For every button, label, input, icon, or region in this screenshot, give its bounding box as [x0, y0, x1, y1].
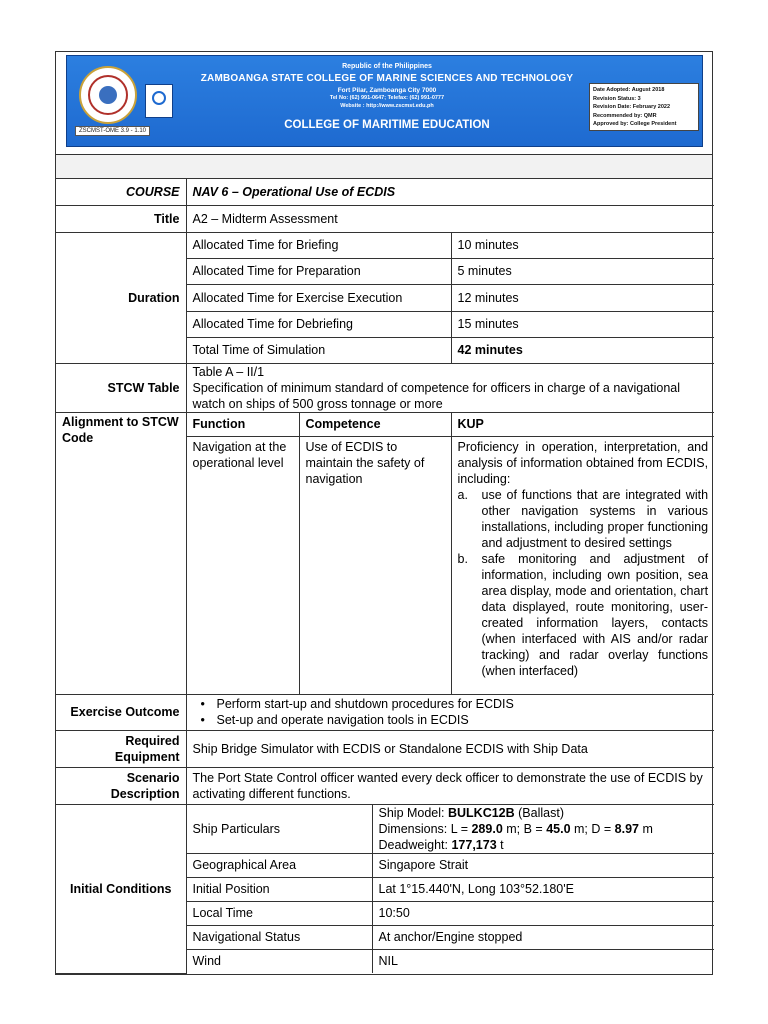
initial-condition-item: Navigational Status — [186, 925, 372, 949]
kup-intro: Proficiency in operation, interpretation, and analysis of information obtained from ECDIS, including: — [457, 439, 709, 486]
initial-condition-item: Initial Position — [186, 877, 372, 901]
doc-info-line: Recommended by: QMR — [593, 112, 657, 119]
course-row — [56, 179, 714, 205]
required-equipment-row — [56, 730, 714, 767]
doc-info-line: Approved by: College President — [593, 121, 677, 128]
college-banner — [66, 55, 703, 147]
stcw-table-label: STCW Table — [56, 363, 186, 412]
dw-prefix: Deadweight: — [378, 837, 452, 852]
duration-total-item: Total Time of Simulation — [186, 337, 451, 363]
kup-list — [458, 487, 709, 679]
course-value: NAV 6 – Operational Use of ECDIS — [186, 179, 714, 205]
title-label: Title — [56, 205, 186, 232]
duration-item: Allocated Time for Briefing — [186, 232, 451, 258]
alignment-label: Alignment to STCW Code — [56, 412, 186, 694]
kup-value — [451, 436, 714, 694]
stcw-table-specification: Specification of minimum standard of competence for officers in charge of a navigational watch on ships of 500 gross tonnage or more — [192, 380, 681, 411]
stcw-table-value — [186, 363, 714, 412]
duration-label: Duration — [56, 232, 186, 363]
college-website: Website : http://www.zscmst.edu.ph — [340, 103, 434, 109]
duration-value: 10 minutes — [451, 232, 714, 258]
initial-condition-item: Local Time — [186, 901, 372, 925]
scenario-row — [56, 767, 714, 804]
ship-model-line — [379, 805, 709, 821]
title-row — [56, 205, 714, 232]
ship-deadweight-line — [379, 837, 709, 853]
kup-item-text: safe monitoring and adjustment of information, including own position, sea area display, mode and orientation, chart data displayed, route monitoring, user-created information layers, contacts (when interfaced with AIS and/or radar tracking) and radar overlay functions (when interfaced) — [481, 551, 709, 678]
kup-list-item — [458, 487, 709, 551]
duration-item: Allocated Time for Preparation — [186, 258, 451, 284]
scenario-value: The Port State Control officer wanted every deck officer to demonstrate the use of ECDIS by activating different functions. — [186, 767, 714, 804]
initial-condition-value: At anchor/Engine stopped — [372, 925, 714, 949]
ship-breadth: 45.0 — [546, 821, 571, 836]
doc-info-line: Date Adopted: August 2018 — [593, 87, 665, 93]
title-value: A2 – Midterm Assessment — [186, 205, 714, 232]
function-header: Function — [186, 412, 299, 436]
duration-value: 5 minutes — [451, 258, 714, 284]
document-control-box — [589, 83, 699, 131]
dim-b-prefix: m; B = — [502, 821, 547, 836]
ship-model: BULKC12B — [447, 805, 515, 820]
exercise-outcome-list — [193, 696, 709, 728]
certification-logo — [145, 84, 173, 118]
competence-value: Use of ECDIS to maintain the safety of navigation — [299, 436, 451, 694]
dw-suffix: t — [496, 837, 504, 852]
scenario-label: Scenario Description — [56, 767, 186, 804]
department-name: COLLEGE OF MARITIME EDUCATION — [284, 119, 490, 131]
college-telephone: Tel No: (62) 991-0647; Telefax: (62) 991-0777 — [329, 95, 445, 101]
assessment-sheet — [55, 51, 713, 975]
duration-value: 15 minutes — [451, 311, 714, 337]
stcw-table-reference: Table A – II/1 — [192, 364, 265, 379]
kup-list-item — [458, 551, 709, 679]
ship-dimensions-line — [379, 821, 709, 837]
initial-condition-item: Wind — [186, 949, 372, 973]
republic-line: Republic of the Philippines — [342, 63, 432, 70]
dim-d-prefix: m; D = — [570, 821, 615, 836]
exercise-outcome-label: Exercise Outcome — [56, 694, 186, 730]
initial-condition-value: Lat 1°15.440'N, Long 103°52.180'E — [372, 877, 714, 901]
duration-item: Allocated Time for Debriefing — [186, 311, 451, 337]
dim-suffix: m — [638, 821, 653, 836]
ship-model-suffix: (Ballast) — [514, 805, 564, 820]
initial-condition-value: 10:50 — [372, 901, 714, 925]
duration-item: Allocated Time for Exercise Execution — [186, 284, 451, 311]
ship-depth: 8.97 — [614, 821, 639, 836]
document-code: ZSCMST-OME 3.9 - 1.10 — [75, 126, 150, 136]
exercise-outcome-item: • Set-up and operate navigation tools in ECDIS — [217, 712, 709, 728]
duration-value: 12 minutes — [451, 284, 714, 311]
doc-info-line: Revision Date: February 2022 — [593, 104, 671, 111]
ship-particulars-row — [56, 804, 714, 853]
kup-item-key: a. — [457, 487, 468, 502]
dim-prefix: Dimensions: L = — [378, 821, 472, 836]
course-label: COURSE — [56, 179, 186, 205]
alignment-header-row — [56, 412, 714, 436]
header-row — [56, 52, 712, 155]
initial-conditions-label: Initial Conditions — [56, 804, 186, 973]
exercise-outcome-value — [186, 694, 714, 730]
initial-condition-value: Singapore Strait — [372, 853, 714, 877]
kup-item-text: use of functions that are integrated with other navigation systems in various installations, including proper functioning and adjustment to desired settings — [481, 487, 709, 550]
competence-header: Competence — [299, 412, 451, 436]
ship-model-prefix: Ship Model: — [378, 805, 448, 820]
initial-condition-value: NIL — [372, 949, 714, 973]
ship-particulars-value — [372, 804, 714, 853]
doc-info-line: Revision Status: 3 — [593, 95, 641, 102]
college-seal-logo — [79, 66, 137, 124]
duration-row — [56, 232, 714, 258]
assessment-table — [56, 179, 714, 974]
required-equipment-value: Ship Bridge Simulator with ECDIS or Standalone ECDIS with Ship Data — [186, 730, 714, 767]
initial-condition-item: Geographical Area — [186, 853, 372, 877]
stcw-table-row — [56, 363, 714, 412]
ship-deadweight: 177,173 — [451, 837, 497, 852]
ship-length: 289.0 — [471, 821, 503, 836]
function-value: Navigation at the operational level — [186, 436, 299, 694]
blank-row — [56, 155, 712, 179]
college-address: Fort Pilar, Zamboanga City 7000 — [337, 87, 437, 94]
exercise-outcome-item: • Perform start-up and shutdown procedures for ECDIS — [217, 696, 709, 712]
kup-item-key: b. — [457, 551, 468, 566]
ship-particulars-label: Ship Particulars — [186, 804, 372, 853]
exercise-outcome-row — [56, 694, 714, 730]
required-equipment-label: Required Equipment — [56, 730, 186, 767]
college-name: ZAMBOANGA STATE COLLEGE OF MARINE SCIENCES AND TECHNOLOGY — [200, 73, 574, 84]
kup-header: KUP — [451, 412, 714, 436]
duration-total-value: 42 minutes — [451, 337, 714, 363]
